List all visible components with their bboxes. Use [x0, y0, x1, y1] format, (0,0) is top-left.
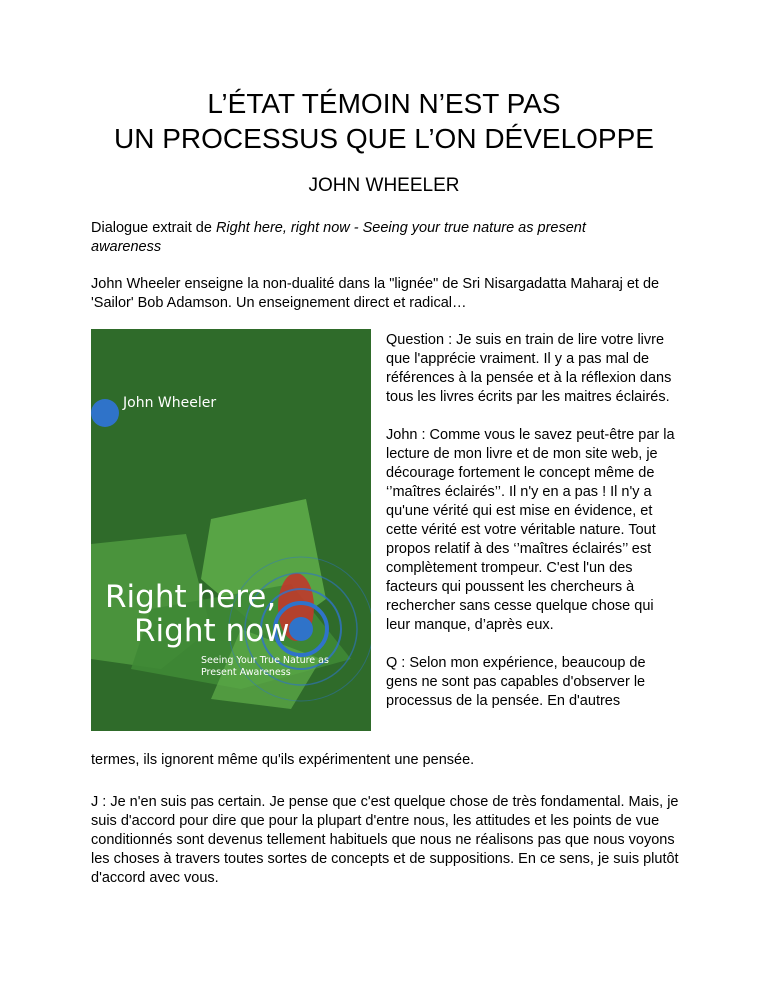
cover-title-line-1: Right here,	[105, 579, 277, 615]
cover-title-line-2: Right now	[134, 613, 290, 649]
lead-paragraph: John Wheeler enseigne la non-dualité dans la "lignée" de Sri Nisargadatta Maharaj et de 'Sailor' Bob Adamson. Un enseignement direct et radical…	[91, 276, 660, 311]
answer-1: John : Comme vous le savez peut-être par la lecture de mon livre et de mon site web, je décourage fortement le concept même de ‘’maîtres éclairés’’. Il n'y en a pas ! Il n'y a qu'une vérité qui est mise en évidence, et cette vérité est votre véritable nature. Tout propos relatif à des ‘’maîtres éclairés’’ est complètement trompeur. C'est l'un des facteurs qui poussent les chercheurs à rechercher sans cesse quelque chose qui leur manque, d’après eux.	[386, 427, 675, 633]
title-line-2: UN PROCESSUS QUE L’ON DÉVELOPPE	[114, 123, 654, 154]
question-1: Question : Je suis en train de lire votre livre que l'apprécie vraiment. Il y a pas mal de références à la pensée et à la réflexion dans tous les livres écrits par les maitres éclairés.	[386, 332, 672, 405]
title-line-1: L’ÉTAT TÉMOIN N’EST PAS	[207, 88, 561, 119]
cover-subtitle-line-2: Present Awareness	[201, 667, 291, 678]
intro-paragraph	[91, 219, 651, 257]
book-title: Right here, right now - Seeing your true nature as present awareness	[91, 220, 586, 255]
author-heading: JOHN WHEELER	[308, 175, 460, 196]
question-2-start: Q : Selon mon expérience, beaucoup de gens ne sont pas capables d'observer le processus de la pensée. En d'autres	[386, 655, 646, 709]
answer-2: J : Je n'en suis pas certain. Je pense que c'est quelque chose de très fondamental. Mais, je suis d'accord pour dire que pour la plupart d'entre nous, les attitudes et les points de vue conditionnés sont devenus tellement habituels que nous ne réalisons pas que nous voyons les choses à travers toutes sortes de concepts et de suppositions. En ce sens, je suis plutôt d'accord avec vous.	[91, 794, 679, 886]
intro-prefix: Dialogue extrait de	[91, 220, 216, 236]
cover-subtitle-line-1: Seeing Your True Nature as	[201, 655, 329, 666]
cover-author: John Wheeler	[123, 395, 217, 411]
book-cover-image	[91, 329, 371, 731]
question-2-end: termes, ils ignorent même qu'ils expérimentent une pensée.	[91, 752, 475, 768]
document-title	[40, 86, 728, 156]
cover-blue-dot	[91, 399, 119, 427]
dialogue-column	[386, 331, 678, 730]
